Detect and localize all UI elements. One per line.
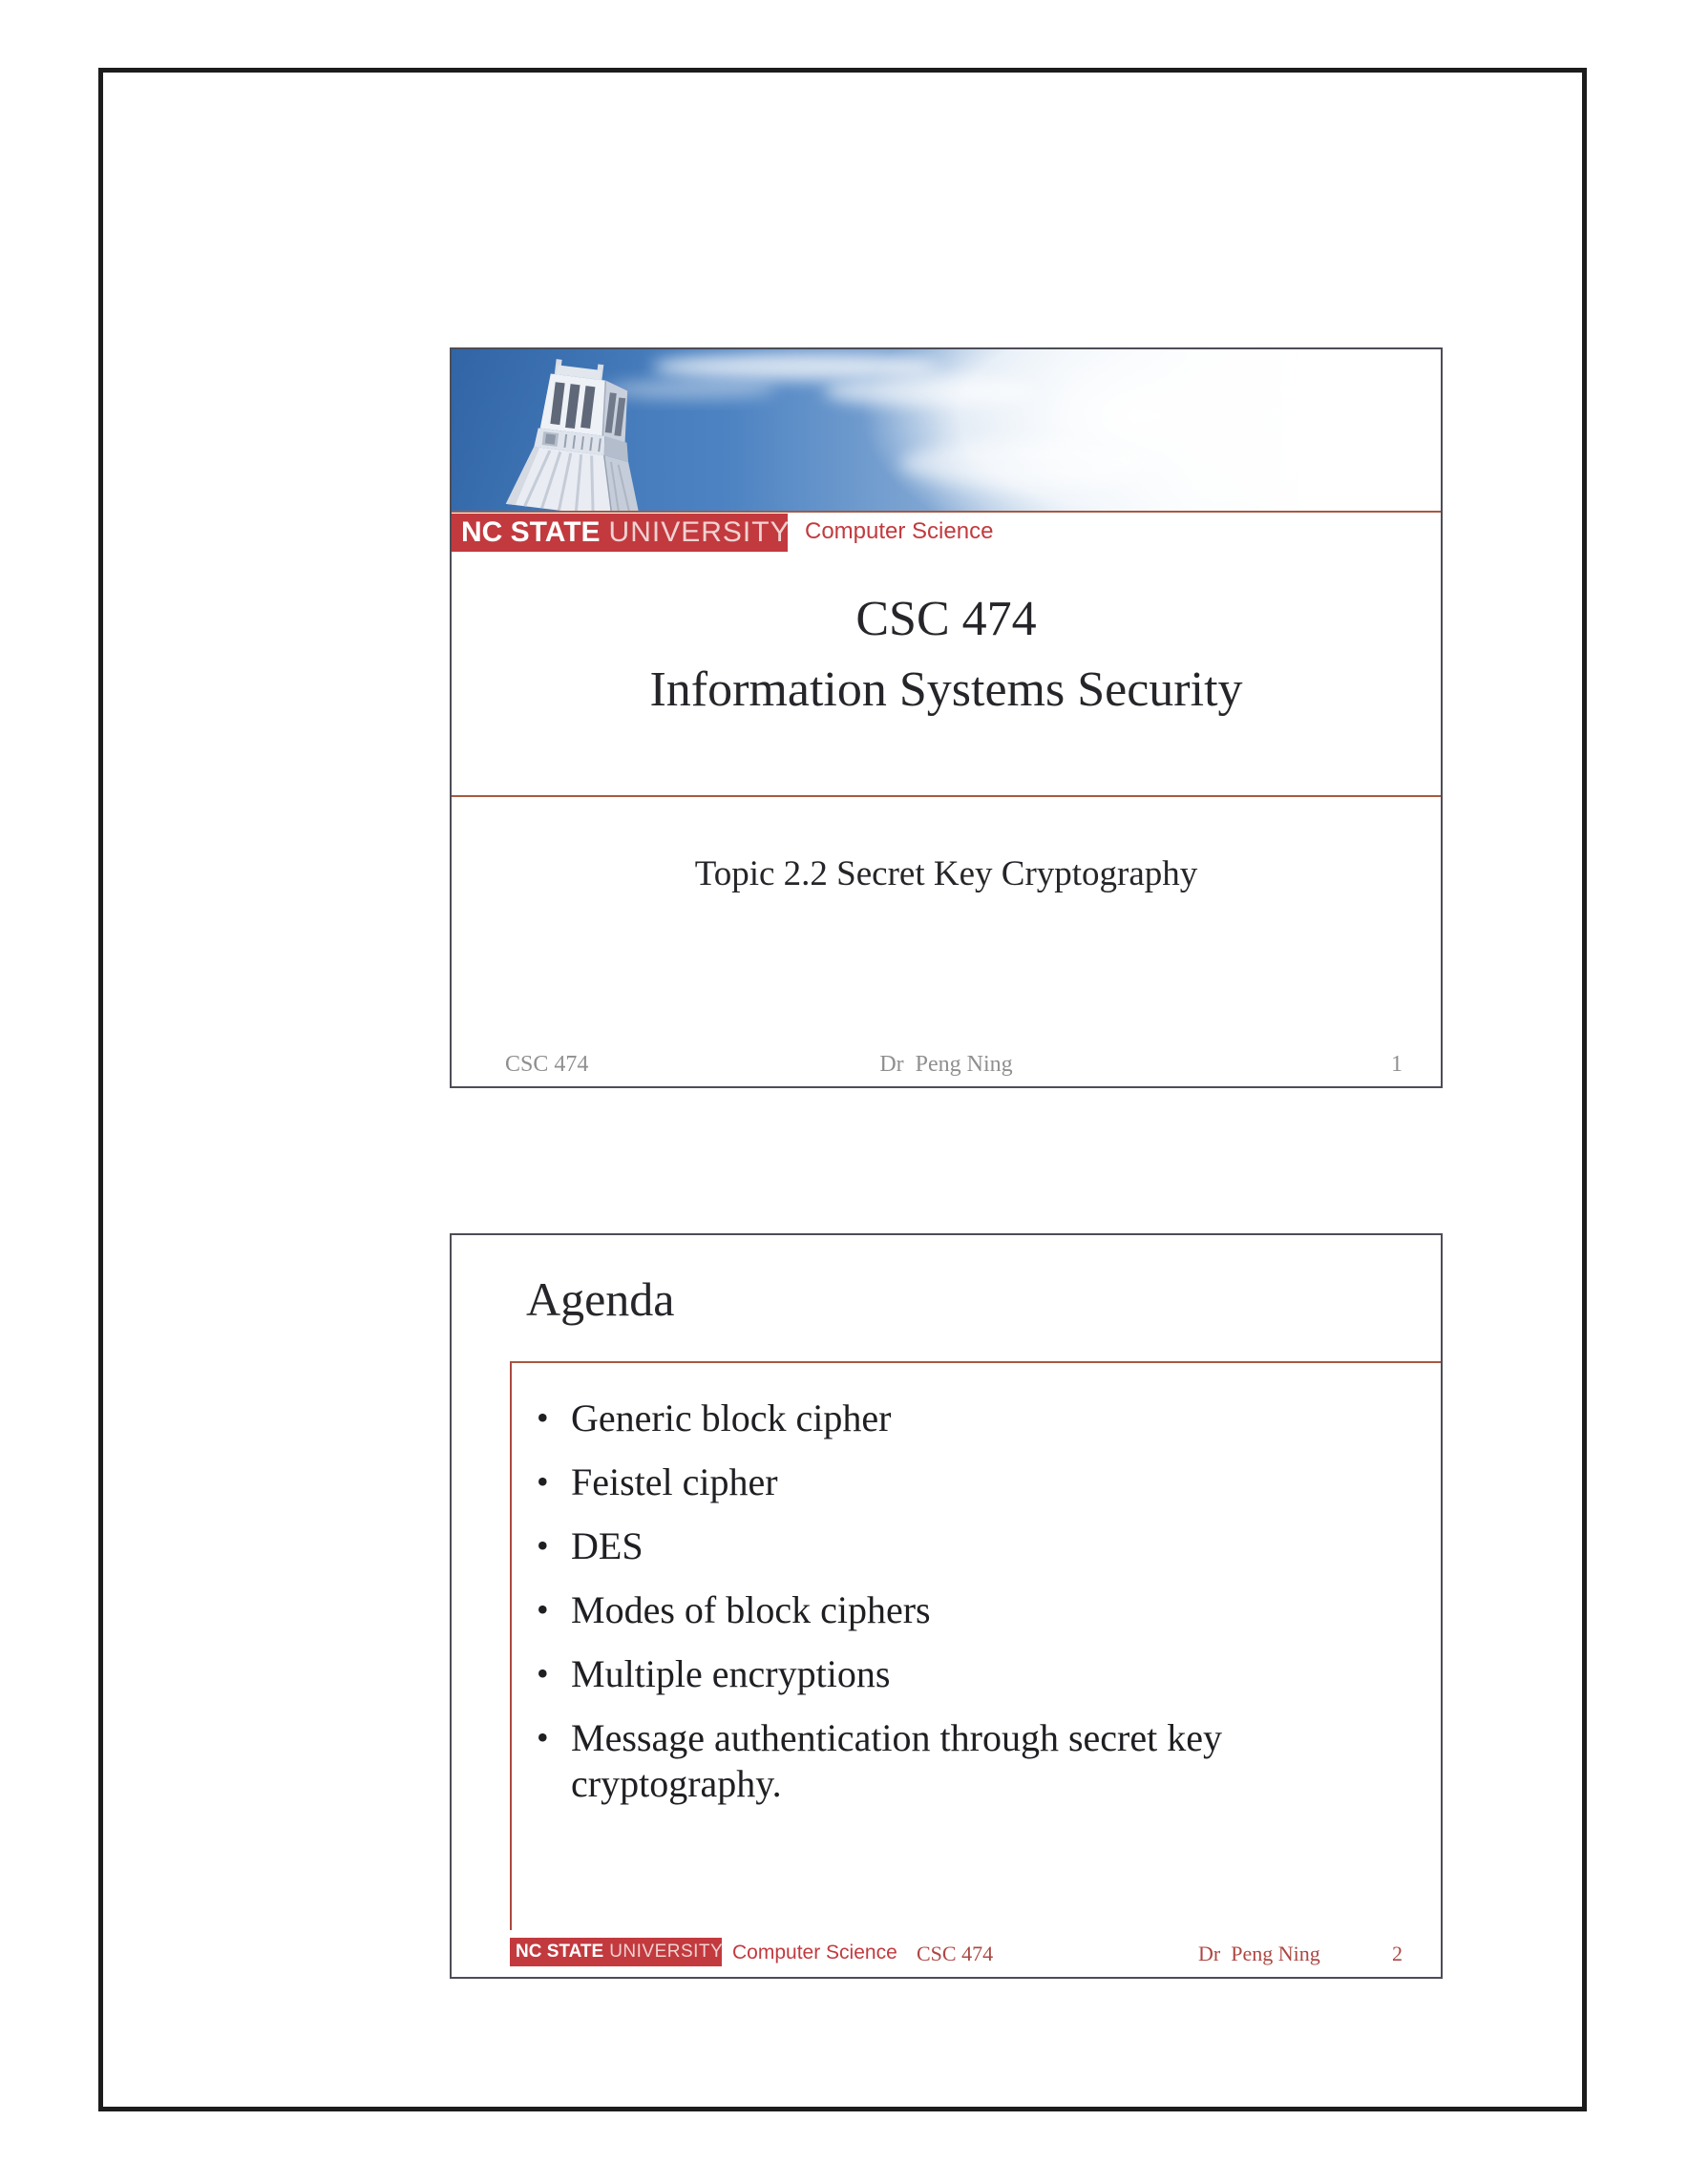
agenda-bullet-item: • DES xyxy=(527,1523,1339,1569)
ncstate-university-logo xyxy=(452,514,791,552)
brand-bold-text: NC STATE xyxy=(516,1942,604,1962)
slide-subtitle: Topic 2.2 Secret Key Cryptography xyxy=(694,854,1198,893)
department-label: Computer Science xyxy=(732,1942,897,1964)
agenda-content-box xyxy=(510,1361,1441,1930)
slide-title-line1: CSC 474 xyxy=(855,592,1037,646)
department-label: Computer Science xyxy=(805,518,994,544)
brand-light-text: UNIVERSITY xyxy=(609,1942,724,1962)
agenda-bullet-item: • Feistel cipher xyxy=(527,1460,1339,1505)
brand-bold-text: NC STATE xyxy=(461,516,601,548)
slide-2 xyxy=(450,1233,1443,1979)
slide-title xyxy=(452,584,1441,725)
agenda-list xyxy=(527,1396,1339,1807)
footer-page-number: 1 xyxy=(1391,1052,1403,1077)
footer-course: CSC 474 xyxy=(917,1942,994,1965)
agenda-bullet-item: • Modes of block ciphers xyxy=(527,1587,1339,1633)
brand-light-text: UNIVERSITY xyxy=(608,516,791,548)
title-divider-rule xyxy=(452,795,1441,797)
footer-course: CSC 474 xyxy=(505,1052,589,1077)
footer-page-number: 2 xyxy=(1392,1942,1403,1965)
slide-1 xyxy=(450,347,1443,1088)
slide-title-line2: Information Systems Security xyxy=(649,662,1243,717)
bell-tower-photo xyxy=(452,349,1441,511)
cloud-glow xyxy=(862,349,1416,511)
agenda-bullet-item: • Message authentication through secret key cryptography. xyxy=(527,1715,1339,1807)
footer-author: Dr Peng Ning xyxy=(879,1052,1013,1077)
footer-author: Dr Peng Ning xyxy=(1198,1942,1320,1965)
ncstate-university-logo-small xyxy=(510,1938,722,1966)
agenda-title: Agenda xyxy=(526,1272,675,1326)
bell-tower-illustration xyxy=(452,349,1441,511)
agenda-bullet-item: • Multiple encryptions xyxy=(527,1651,1339,1697)
agenda-bullet-item: • Generic block cipher xyxy=(527,1396,1339,1441)
banner-top-rule xyxy=(452,511,1441,513)
scanned-page xyxy=(98,68,1587,2111)
